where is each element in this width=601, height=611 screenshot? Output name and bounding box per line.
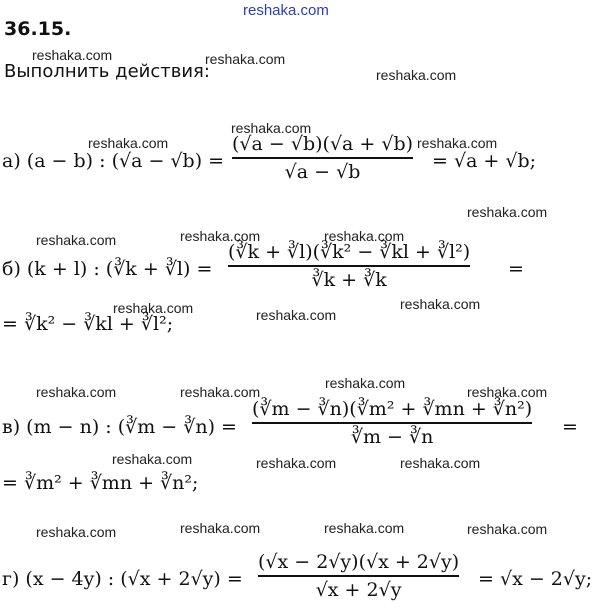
watermark: reshaka.com [467, 521, 548, 537]
watermark: reshaka.com [324, 228, 405, 244]
watermark-top[interactable]: reshaka.com [243, 2, 329, 19]
watermark: reshaka.com [325, 375, 406, 391]
watermark: reshaka.com [467, 204, 548, 220]
watermark: reshaka.com [256, 455, 337, 471]
item-c-lhs: в) (m − n) : (∛m − ∛n) = [2, 416, 237, 438]
watermark: reshaka.com [36, 524, 117, 540]
watermark: reshaka.com [400, 296, 481, 312]
item-b-fraction [228, 241, 470, 291]
item-a-fraction [232, 133, 413, 183]
watermark: reshaka.com [180, 384, 261, 400]
fraction-bar [252, 422, 532, 424]
watermark: reshaka.com [113, 300, 194, 316]
item-a-numerator: (√a − √b)(√a + √b) [232, 133, 414, 155]
item-b-numerator: (∛k + ∛l)(∛k² − ∛kl + ∛l²) [228, 241, 471, 263]
watermark: reshaka.com [467, 384, 548, 400]
watermark: reshaka.com [36, 384, 117, 400]
item-b-denominator: ∛k + ∛k [311, 268, 387, 291]
item-d-rhs: = √x − 2√y; [478, 568, 593, 590]
watermark: reshaka.com [180, 520, 261, 536]
watermark: reshaka.com [256, 307, 337, 323]
item-a-rhs: = √a + √b; [432, 150, 537, 172]
item-c-denominator: ∛m − ∛n [350, 425, 434, 448]
item-d-numerator: (√x − 2√y)(√x + 2√y) [258, 551, 460, 573]
watermark: reshaka.com [32, 47, 113, 63]
item-b-result: = ∛k² − ∛kl + ∛l²; [2, 313, 174, 335]
fraction-bar [232, 157, 413, 159]
item-c-fraction [252, 398, 532, 448]
item-d-lhs: г) (x − 4y) : (√x + 2√y) = [2, 568, 243, 590]
watermark: reshaka.com [376, 67, 457, 83]
fraction-bar [258, 575, 459, 577]
fraction-bar [228, 265, 470, 267]
instruction-text: Выполнить действия: [4, 61, 210, 82]
watermark: reshaka.com [231, 120, 312, 136]
problem-number: 36.15. [4, 18, 72, 40]
item-a-lhs: а) (a − b) : (√a − √b) = [2, 150, 225, 172]
watermark: reshaka.com [180, 228, 261, 244]
item-a-denominator: √a − √b [284, 160, 361, 183]
watermark: reshaka.com [112, 451, 193, 467]
watermark: reshaka.com [205, 51, 286, 67]
watermark: reshaka.com [88, 135, 169, 151]
item-d-fraction [258, 551, 459, 601]
watermark: reshaka.com [417, 135, 498, 151]
item-c-numerator: (∛m − ∛n)(∛m² + ∛mn + ∛n²) [252, 398, 533, 420]
item-b-rhs: = [508, 258, 524, 280]
item-c-result: = ∛m² + ∛mn + ∛n²; [2, 472, 199, 494]
item-d-denominator: √x + 2√y [315, 578, 402, 601]
watermark: reshaka.com [400, 455, 481, 471]
watermark: reshaka.com [36, 232, 117, 248]
item-c-rhs: = [562, 416, 578, 438]
watermark: reshaka.com [324, 520, 405, 536]
item-b-lhs: б) (k + l) : (∛k + ∛l) = [2, 258, 213, 280]
